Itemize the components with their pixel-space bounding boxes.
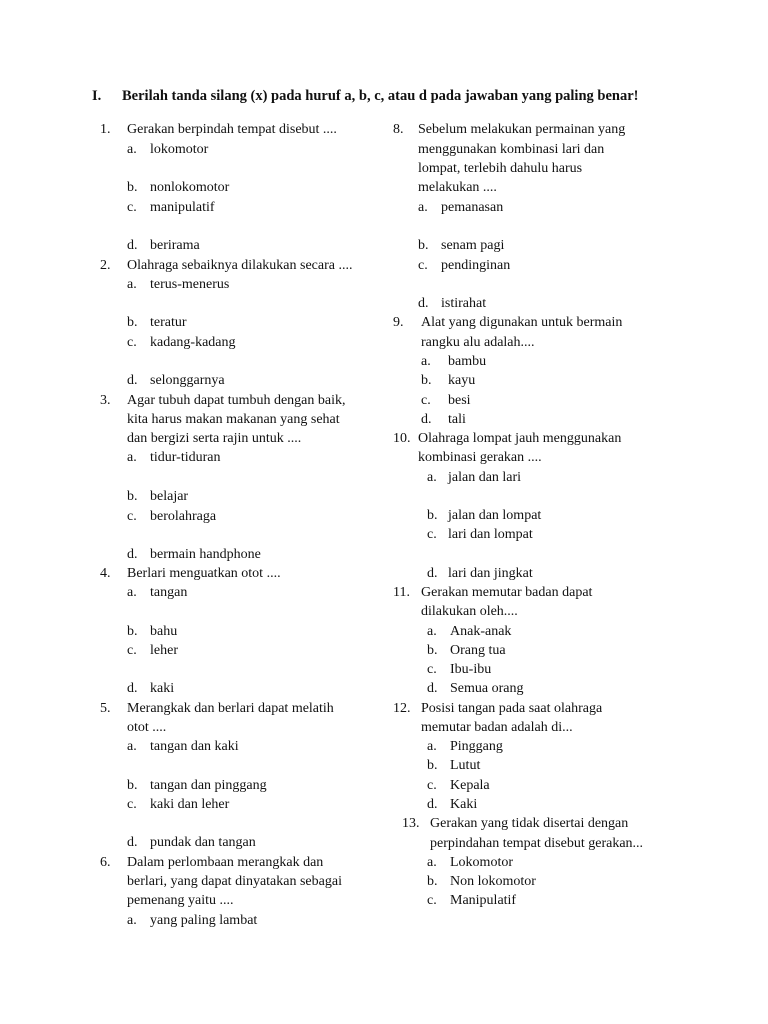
question-text-line: Olahraga sebaiknya dilakukan secara .... — [127, 258, 353, 273]
question-text-line: Gerakan yang tidak disertai dengan — [430, 816, 629, 831]
question-number: 5. — [100, 701, 111, 716]
option-letter: b. — [427, 874, 438, 889]
question-text-line: Berlari menguatkan otot .... — [127, 566, 281, 581]
option-text: senam pagi — [441, 238, 505, 253]
option-letter: a. — [127, 739, 137, 754]
option-letter: d. — [127, 547, 138, 562]
question-text-line: Alat yang digunakan untuk bermain — [421, 315, 623, 330]
option-text: lari dan lompat — [448, 527, 533, 542]
question-text-line: Dalam perlombaan merangkak dan — [127, 855, 324, 870]
option-letter: c. — [427, 662, 437, 677]
option-text: pundak dan tangan — [150, 835, 256, 850]
option-letter: a. — [421, 354, 431, 369]
option-letter: d. — [418, 296, 429, 311]
question-number: 4. — [100, 566, 111, 581]
option-text: pendinginan — [441, 258, 511, 273]
question-number: 9. — [393, 315, 404, 330]
question-text-line: Gerakan berpindah tempat disebut .... — [127, 122, 337, 137]
option-letter: c. — [418, 258, 428, 273]
option-letter: d. — [427, 681, 438, 696]
option-text: Lokomotor — [450, 855, 513, 870]
question-text-line: kita harus makan makanan yang sehat — [127, 412, 340, 427]
option-letter: c. — [427, 527, 437, 542]
option-letter: c. — [127, 509, 137, 524]
option-letter: a. — [427, 624, 437, 639]
question-number: 2. — [100, 258, 111, 273]
option-letter: b. — [418, 238, 429, 253]
option-letter: c. — [127, 797, 137, 812]
option-text: Manipulatif — [450, 893, 517, 908]
option-text: lokomotor — [150, 142, 209, 157]
option-text: Semua orang — [450, 681, 524, 696]
question-number: 11. — [393, 585, 410, 600]
option-letter: a. — [418, 200, 428, 215]
option-letter: c. — [127, 643, 137, 658]
question-text-line: rangku alu adalah.... — [421, 335, 535, 350]
option-text: tidur-tiduran — [150, 450, 221, 465]
option-letter: b. — [127, 624, 138, 639]
option-letter: a. — [127, 585, 137, 600]
question-text-line: Agar tubuh dapat tumbuh dengan baik, — [127, 393, 346, 408]
option-text: jalan dan lompat — [448, 508, 542, 523]
option-letter: d. — [427, 797, 438, 812]
option-text: Kaki — [450, 797, 478, 812]
question-text-line: dan bergizi serta rajin untuk .... — [127, 431, 302, 446]
option-text: belajar — [150, 489, 189, 504]
option-text: Ibu-ibu — [450, 662, 492, 677]
question-number: 12. — [393, 701, 411, 716]
option-letter: d. — [127, 238, 138, 253]
section-heading — [92, 88, 638, 105]
option-letter: b. — [427, 643, 438, 658]
option-letter: c. — [427, 893, 437, 908]
option-text: bambu — [448, 354, 487, 369]
option-letter: d. — [427, 566, 438, 581]
option-letter: a. — [127, 277, 137, 292]
option-letter: b. — [127, 315, 138, 330]
option-text: Orang tua — [450, 643, 506, 658]
question-number: 13. — [402, 816, 420, 831]
option-letter: d. — [127, 681, 138, 696]
option-text: kadang-kadang — [150, 335, 236, 350]
option-text: kaki — [150, 681, 175, 696]
option-letter: a. — [427, 470, 437, 485]
option-letter: c. — [127, 200, 137, 215]
option-letter: b. — [427, 508, 438, 523]
option-text: terus-menerus — [150, 277, 230, 292]
option-text: besi — [448, 393, 471, 408]
option-text: berirama — [150, 238, 200, 253]
question-text-line: Merangkak dan berlari dapat melatih — [127, 701, 334, 716]
option-text: manipulatif — [150, 200, 215, 215]
question-text-line: berlari, yang dapat dinyatakan sebagai — [127, 874, 342, 889]
option-text: kaki dan leher — [150, 797, 230, 812]
option-text: tangan dan kaki — [150, 739, 239, 754]
option-letter: b. — [127, 778, 138, 793]
option-letter: d. — [127, 835, 138, 850]
option-text: tali — [448, 412, 466, 427]
option-text: lari dan jingkat — [448, 566, 533, 581]
option-letter: c. — [421, 393, 431, 408]
option-letter: c. — [127, 335, 137, 350]
question-text-line: Posisi tangan pada saat olahraga — [421, 701, 603, 716]
option-text: tangan dan pinggang — [150, 778, 267, 793]
option-letter: a. — [127, 450, 137, 465]
option-text: nonlokomotor — [150, 180, 230, 195]
option-text: Pinggang — [450, 739, 503, 754]
question-text-line: menggunakan kombinasi lari dan — [418, 142, 605, 157]
option-text: jalan dan lari — [448, 470, 522, 485]
question-number: 8. — [393, 122, 404, 137]
option-text: berolahraga — [150, 509, 217, 524]
option-letter: d. — [127, 373, 138, 388]
option-text: bahu — [150, 624, 178, 639]
question-number: 6. — [100, 855, 111, 870]
option-text: kayu — [448, 373, 476, 388]
section-number: I. — [92, 88, 102, 104]
question-text-line: kombinasi gerakan .... — [418, 450, 542, 465]
question-text-line: Sebelum melakukan permainan yang — [418, 122, 626, 137]
question-number: 1. — [100, 122, 111, 137]
option-letter: a. — [427, 855, 437, 870]
option-letter: a. — [427, 739, 437, 754]
option-text: Lutut — [450, 758, 481, 773]
option-text: selonggarnya — [150, 373, 225, 388]
option-letter: b. — [427, 758, 438, 773]
option-letter: b. — [127, 489, 138, 504]
option-text: istirahat — [441, 296, 487, 311]
option-letter: a. — [127, 913, 137, 928]
option-text: bermain handphone — [150, 547, 261, 562]
question-text-line: pemenang yaitu .... — [127, 893, 234, 908]
option-letter: b. — [127, 180, 138, 195]
question-text-line: Gerakan memutar badan dapat — [421, 585, 593, 600]
option-text: Non lokomotor — [450, 874, 536, 889]
question-number: 10. — [393, 431, 411, 446]
question-text-line: dilakukan oleh.... — [421, 604, 518, 619]
option-letter: b. — [421, 373, 432, 388]
option-text: teratur — [150, 315, 187, 330]
question-text-line: perpindahan tempat disebut gerakan... — [430, 836, 644, 851]
option-letter: c. — [427, 778, 437, 793]
question-text-line: otot .... — [127, 720, 167, 735]
option-text: leher — [150, 643, 178, 658]
option-text: Kepala — [450, 778, 490, 793]
option-letter: a. — [127, 142, 137, 157]
question-text-line: lompat, terlebih dahulu harus — [418, 161, 583, 176]
option-text: pemanasan — [441, 200, 504, 215]
question-text-line: melakukan .... — [418, 180, 497, 195]
option-text: Anak-anak — [450, 624, 512, 639]
option-text: yang paling lambat — [150, 913, 258, 928]
option-letter: d. — [421, 412, 432, 427]
option-text: tangan — [150, 585, 188, 600]
question-text-line: memutar badan adalah di... — [421, 720, 573, 735]
question-number: 3. — [100, 393, 111, 408]
question-text-line: Olahraga lompat jauh menggunakan — [418, 431, 622, 446]
section-instruction: Berilah tanda silang (x) pada huruf a, b, c, atau d pada jawaban yang paling benar! — [122, 88, 639, 104]
